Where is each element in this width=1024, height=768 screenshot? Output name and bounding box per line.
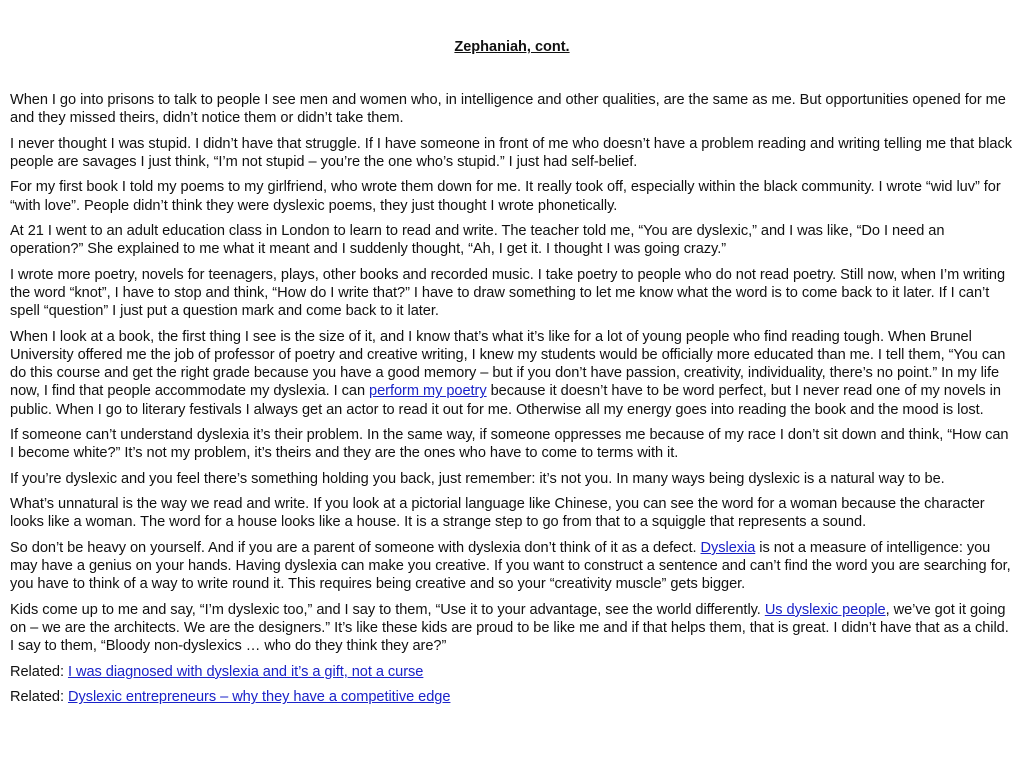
inline-link[interactable]: perform my poetry bbox=[369, 383, 487, 400]
paragraph-text: For my first book I told my poems to my girlfriend, who wrote them down for me. It really took off, especially within the black community. I wrote “wid luv” for “with love”. People didn’t think they were dyslexic poems, they just thought I wrote phonetically. bbox=[10, 179, 1001, 214]
paragraph bbox=[10, 91, 1014, 127]
paragraph bbox=[10, 178, 1014, 214]
paragraph-text: At 21 I went to an adult education class in London to learn to read and write. The teacher told me, “You are dyslexic,” and I was like, “Do I need an operation?” She explained to me what it meant and I suddenly thought, “Ah, I get it. I thought I was going crazy.” bbox=[10, 223, 945, 258]
paragraph-text: If you’re dyslexic and you feel there’s something holding you back, just remember: it’s not you. In many ways being dyslexic is a natural way to be. bbox=[10, 470, 945, 487]
paragraph bbox=[10, 688, 1014, 706]
paragraph bbox=[10, 539, 1014, 594]
paragraph-text: If someone can’t understand dyslexia it’s their problem. In the same way, if someone oppresses me because of my race I don’t sit down and think, “How can I become white?” It’s not my problem, it’s theirs and they are the ones who have to come to terms with it. bbox=[10, 427, 1009, 462]
inline-link[interactable]: Dyslexic entrepreneurs – why they have a competitive edge bbox=[67, 689, 451, 706]
paragraph bbox=[10, 222, 1014, 258]
paragraph-text: Related: bbox=[10, 663, 68, 680]
paragraph-text: When I go into prisons to talk to people I see men and women who, in intelligence and other qualities, are the same as me. But opportunities opened for me and they missed theirs, didn’t notice them or didn’t take them. bbox=[10, 92, 1006, 127]
paragraph-text: Kids come up to me and say, “I’m dyslexic too,” and I say to them, “Use it to your advantage, see the world differently. bbox=[10, 601, 765, 618]
paragraph-text: So don’t be heavy on yourself. And if you are a parent of someone with dyslexia don’t think of it as a defect. bbox=[10, 539, 701, 556]
paragraph bbox=[10, 135, 1014, 171]
paragraph bbox=[10, 601, 1014, 656]
paragraph-text: When I look at a book, the first thing I see is the size of it, and I know that’s what it’s like for a lot of young people who find reading tough. When Brunel University offered me the job of professor of poetry and creative writing, I knew my students would be officially more educated than me. I tell them, “You can do this course and get the right grade because you have a good memory – but if you don’t have passion, creativity, individuality, there’s no point.” In my life now, I find that people accommodate my dyslexia. I can bbox=[10, 328, 1006, 400]
inline-link[interactable]: I was diagnosed with dyslexia and it’s a gift, not a curse bbox=[67, 663, 424, 680]
article-body bbox=[10, 91, 1014, 706]
paragraph-text: I wrote more poetry, novels for teenagers, plays, other books and recorded music. I take poetry to people who do not read poetry. Still now, when I’m writing the word “knot”, I have to stop and think, “How do I write that?” I have to draw something to let me know what the word is to come back to it later. If I can’t spell “question” I just put a question mark and come back to it later. bbox=[10, 266, 1006, 320]
inline-link[interactable]: Dyslexia bbox=[700, 539, 756, 556]
paragraph-text: is not a measure of intelligence: you may have a genius on your hands. Having dyslexia can make you creative. If you want to construct a sentence and can’t find the word you are searching for, you have to think of a way to write round it. This requires being creative and so your “creativity muscle” gets bigger. bbox=[10, 539, 1011, 593]
paragraph-text: What’s unnatural is the way we read and write. If you look at a pictorial language like Chinese, you can see the word for a woman because the character looks like a woman. The word for a house looks like a house. It is a strange step to go from that to a squiggle that represents a sound. bbox=[10, 496, 985, 531]
document-title: Zephaniah, cont. bbox=[454, 39, 570, 55]
paragraph bbox=[10, 495, 1014, 531]
paragraph-text: I never thought I was stupid. I didn’t have that struggle. If I have someone in front of me who doesn’t have a problem reading and writing telling me that black people are savages I just think, “I’m not stupid – you’re the one who’s stupid.” I just had self-belief. bbox=[10, 135, 1012, 170]
paragraph-text: because it doesn’t have to be word perfect, but I never read one of my novels in public. When I go to literary festivals I always get an actor to read it out for me. Otherwise all my energy goes into reading the book and the mood is lost. bbox=[10, 383, 1001, 418]
paragraph bbox=[10, 663, 1014, 681]
paragraph bbox=[10, 328, 1014, 419]
paragraph bbox=[10, 470, 1014, 488]
inline-link[interactable]: Us dyslexic people bbox=[764, 601, 886, 618]
paragraph-text: , we’ve got it going on – we are the architects. We are the designers.” It’s like these kids are proud to be like me and if that helps them, that is great. I didn’t have that as a child. I say to them, “Bloody non-dyslexics … who do they think they are?” bbox=[10, 601, 1009, 655]
paragraph bbox=[10, 266, 1014, 321]
paragraph bbox=[10, 426, 1014, 462]
paragraph-text: Related: bbox=[10, 689, 68, 706]
